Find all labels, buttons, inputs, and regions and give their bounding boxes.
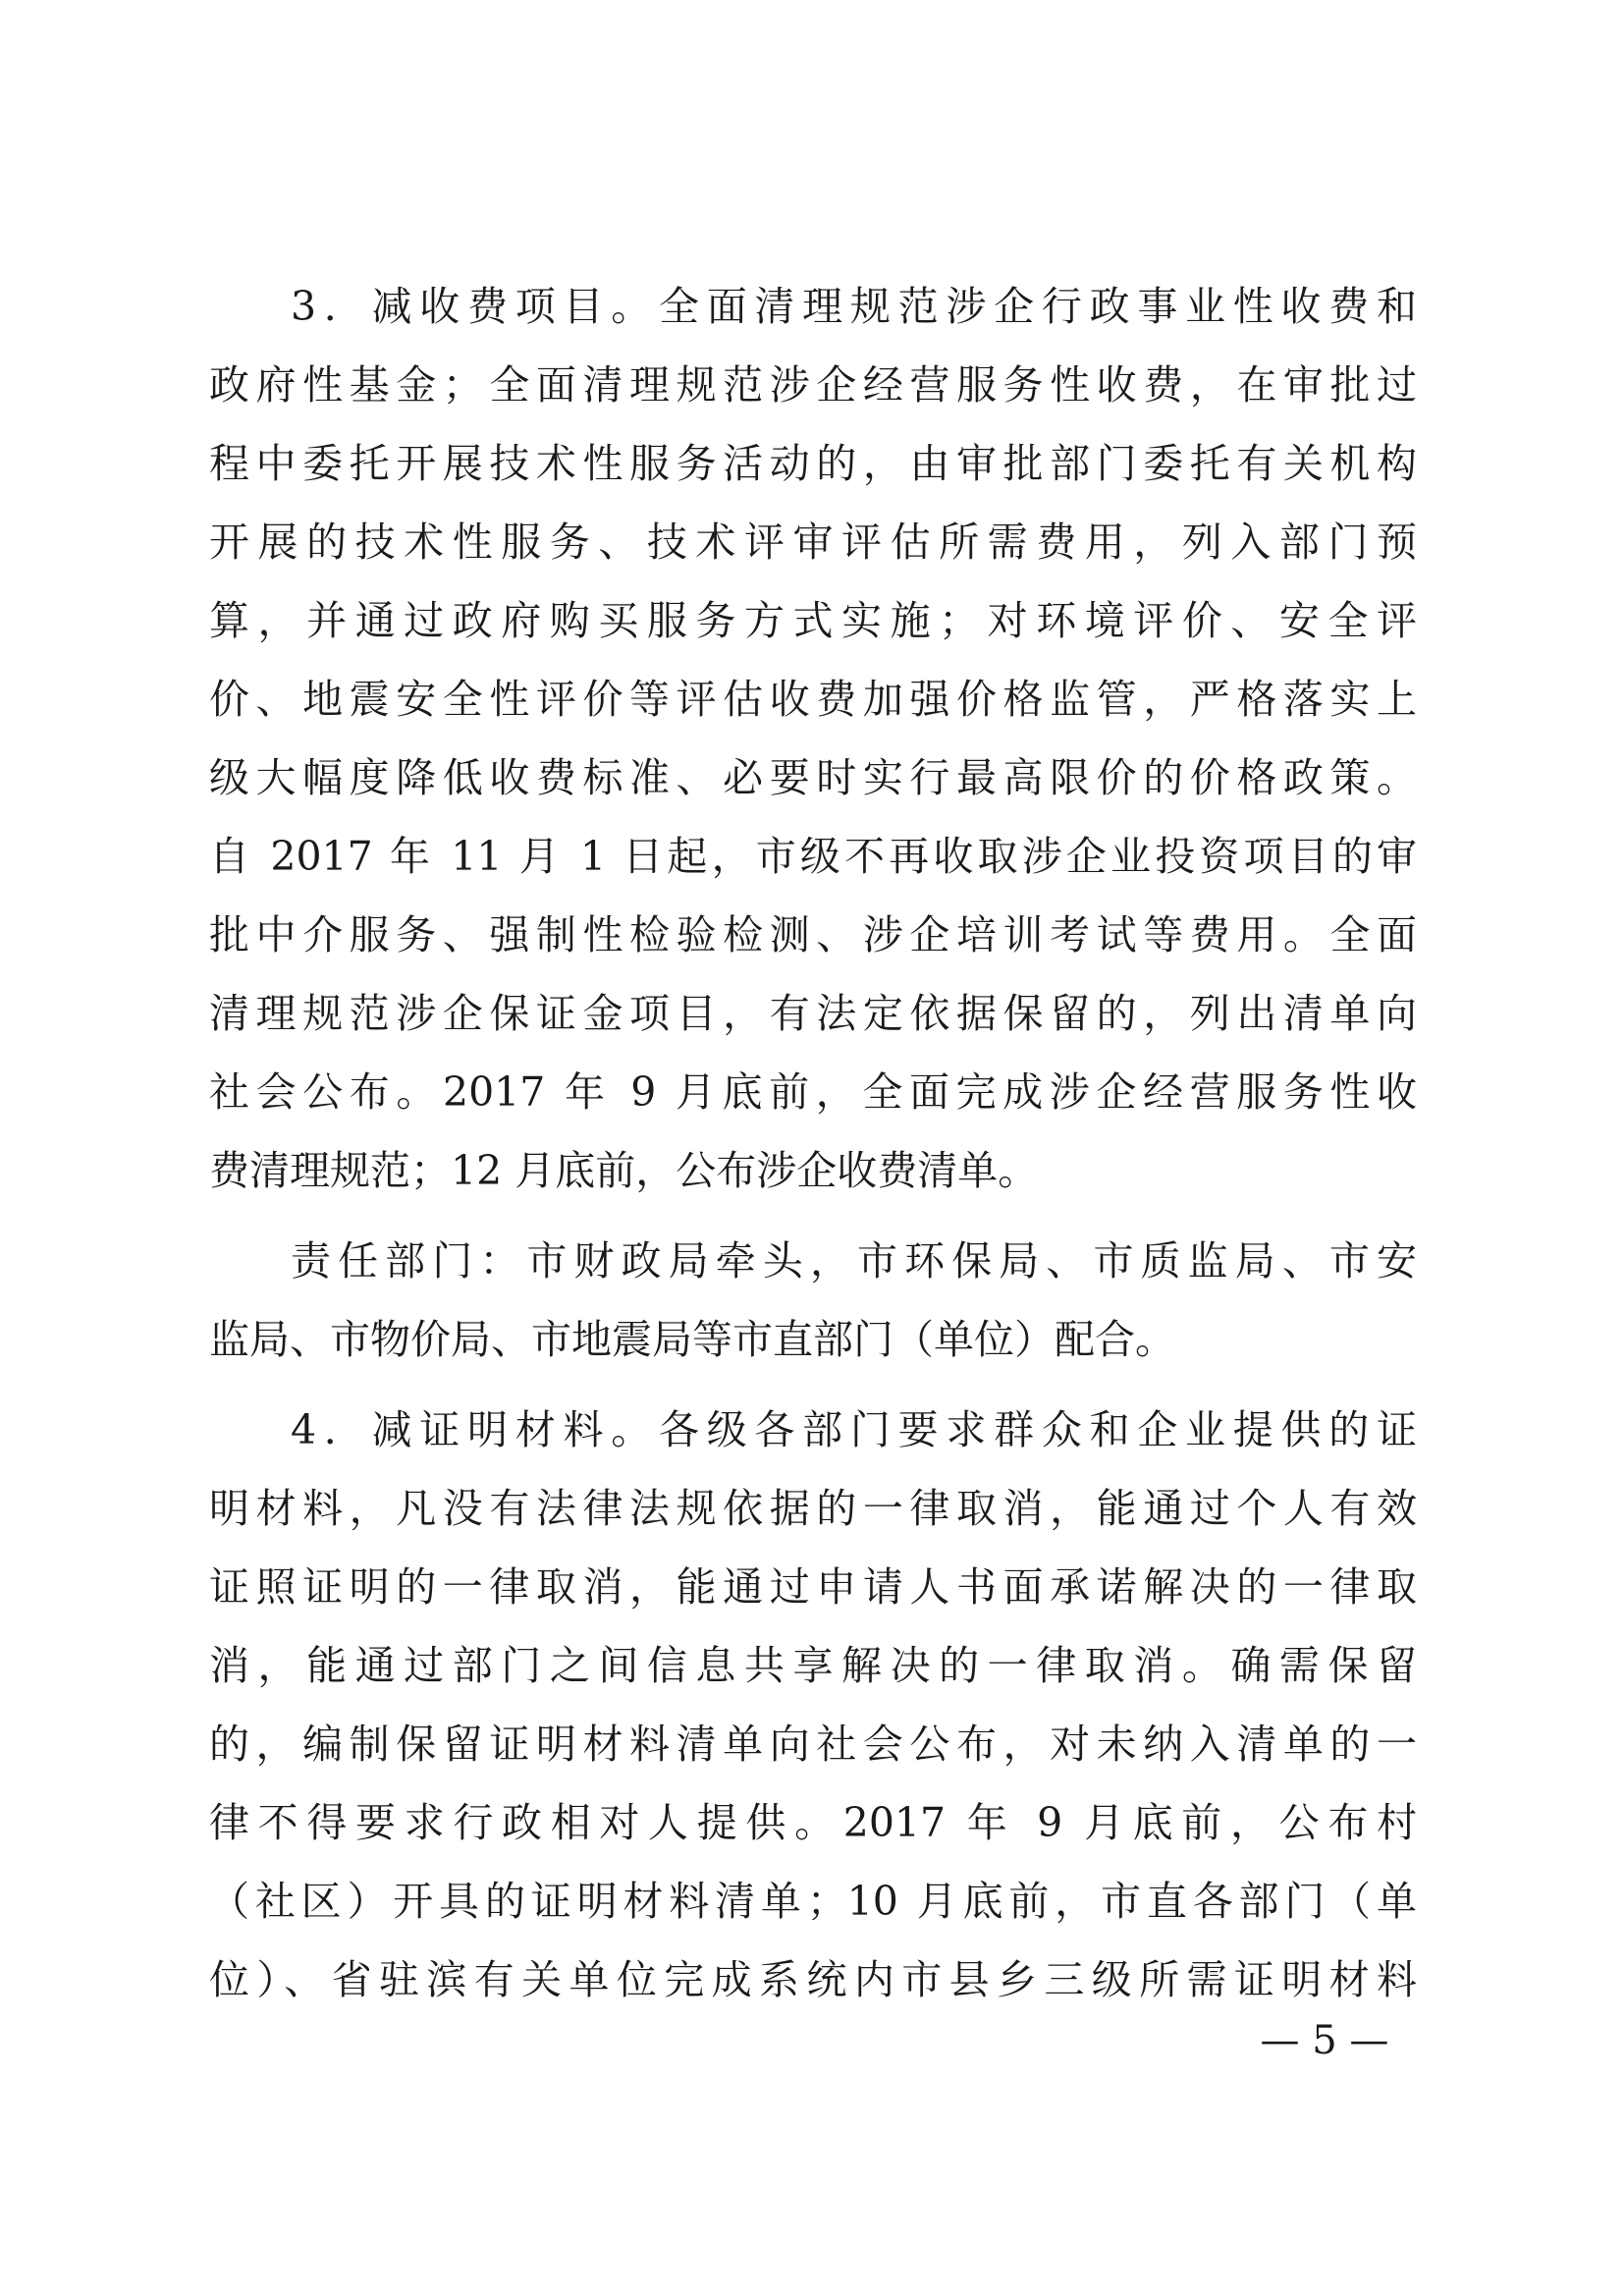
- page-number: — 5 —: [1260, 2018, 1389, 2063]
- paragraph-3-line-2: 政府性基金；全面清理规范涉企经营服务性收费，在审批过: [209, 361, 1417, 409]
- paragraph-3-line-3: 程中委托开展技术性服务活动的，由审批部门委托有关机构: [209, 440, 1417, 487]
- paragraph-3-line-10: 清理规范涉企保证金项目，有法定依据保留的，列出清单向: [209, 990, 1417, 1037]
- paragraph-4-line-2: 明材料，凡没有法律法规依据的一律取消，能通过个人有效: [209, 1485, 1417, 1532]
- responsibility-line-2: 监局、市物价局、市地震局等市直部门（单位）配合。: [209, 1316, 1175, 1363]
- paragraph-3-line-6: 价、地震安全性评价等评估收费加强价格监管，严格落实上: [209, 676, 1417, 723]
- paragraph-4-line-1: 4．减证明材料。各级各部门要求群众和企业提供的证: [291, 1406, 1417, 1453]
- paragraph-3-line-11: 社会公布。2017 年 9 月底前，全面完成涉企经营服务性收: [209, 1068, 1417, 1116]
- paragraph-4-line-4: 消，能通过部门之间信息共享解决的一律取消。确需保留: [209, 1642, 1417, 1689]
- responsibility-line-1: 责任部门：市财政局牵头，市环保局、市质监局、市安: [291, 1237, 1417, 1285]
- paragraph-3-line-5: 算，并通过政府购买服务方式实施；对环境评价、安全评: [209, 597, 1417, 644]
- paragraph-4-line-5: 的，编制保留证明材料清单向社会公布，对未纳入清单的一: [209, 1721, 1417, 1768]
- paragraph-4-line-7: （社区）开具的证明材料清单；10 月底前，市直各部门（单: [209, 1878, 1417, 1925]
- paragraph-4-line-6: 律不得要求行政相对人提供。2017 年 9 月底前，公布村: [209, 1799, 1417, 1846]
- paragraph-3-line-4: 开展的技术性服务、技术评审评估所需费用，列入部门预: [209, 519, 1417, 566]
- paragraph-3-line-8: 自 2017 年 11 月 1 日起，市级不再收取涉企业投资项目的审: [209, 833, 1417, 880]
- paragraph-4-line-3: 证照证明的一律取消，能通过申请人书面承诺解决的一律取: [209, 1563, 1417, 1611]
- paragraph-3-line-12: 费清理规范；12 月底前，公布涉企收费清单。: [209, 1147, 1039, 1194]
- paragraph-3-line-1: 3．减收费项目。全面清理规范涉企行政事业性收费和: [291, 283, 1417, 330]
- paragraph-3-line-7: 级大幅度降低收费标准、必要时实行最高限价的价格政策。: [209, 754, 1417, 801]
- paragraph-4-line-8: 位）、省驻滨有关单位完成系统内市县乡三级所需证明材料: [209, 1956, 1417, 2003]
- paragraph-3-line-9: 批中介服务、强制性检验检测、涉企培训考试等费用。全面: [209, 911, 1417, 958]
